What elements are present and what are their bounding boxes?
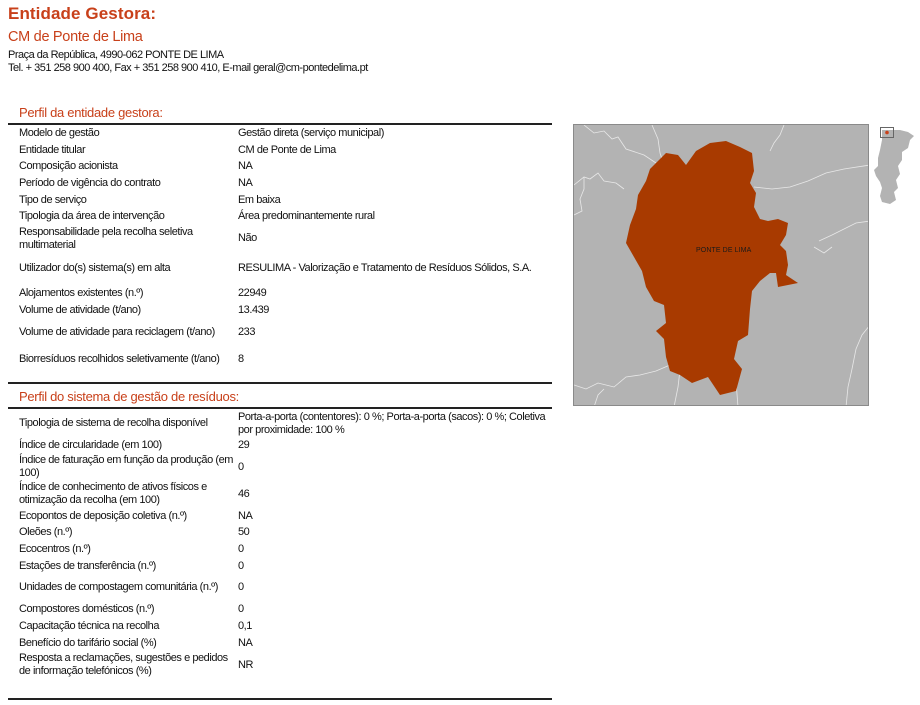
row-label: Entidade titular [19, 143, 86, 156]
row-value: 0 [238, 542, 244, 555]
row-value: 233 [238, 325, 256, 338]
row-value: 8 [238, 352, 244, 365]
row-label: Oleões (n.º) [19, 526, 73, 539]
table-row [19, 208, 552, 225]
table-row [19, 142, 552, 159]
perfil-sistema-table [19, 410, 552, 679]
table-row [19, 635, 552, 652]
row-label: Índice de faturação em função da produção (em 100) [19, 454, 233, 480]
map-label: PONTE DE LIMA [696, 247, 752, 254]
table-row [19, 481, 552, 508]
row-value: NA [238, 636, 253, 649]
row-label: Índice de conhecimento de ativos físicos e otimização da recolha (em 100) [19, 481, 207, 507]
row-label: Utilizador do(s) sistema(s) em alta [19, 262, 171, 275]
table-row [19, 437, 552, 454]
table-row [19, 454, 552, 481]
table-row [19, 302, 552, 319]
perfil-entidade-table [19, 125, 552, 373]
table-row [19, 601, 552, 618]
table-row [19, 652, 552, 679]
row-value: 46 [238, 487, 250, 500]
row-value: Porta-a-porta (contentores): 0 %; Porta-a-porta (sacos): 0 %; Coletiva por proximidade: 100 % [238, 410, 546, 436]
row-label: Tipo de serviço [19, 193, 87, 206]
section-divider [8, 382, 552, 384]
table-row [19, 319, 552, 346]
contact-line: Tel. + 351 258 900 400, Fax + 351 258 900 410, E-mail geral@cm-pontedelima.pt [8, 62, 368, 74]
table-row [19, 175, 552, 192]
row-label: Capacitação técnica na recolha [19, 619, 159, 632]
row-value: Área predominantemente rural [238, 210, 375, 223]
row-value: NA [238, 160, 253, 173]
row-value: 0 [238, 581, 244, 594]
table-row [19, 410, 552, 437]
table-row [19, 558, 552, 575]
table-row [19, 508, 552, 525]
address-line: Praça da República, 4990-062 PONTE DE LIMA [8, 49, 224, 61]
row-value: Em baixa [238, 193, 281, 206]
table-row [19, 192, 552, 209]
entity-name: CM de Ponte de Lima [8, 29, 143, 45]
page-title: Entidade Gestora: [8, 4, 157, 23]
table-row [19, 252, 552, 285]
row-label: Período de vigência do contrato [19, 176, 161, 189]
section-divider [8, 698, 552, 700]
row-value: CM de Ponte de Lima [238, 143, 336, 156]
portugal-locator-icon [872, 126, 920, 212]
row-value: 13.439 [238, 303, 269, 316]
row-label: Responsabilidade pela recolha seletiva multimaterial [19, 225, 193, 251]
row-label: Ecocentros (n.º) [19, 542, 91, 555]
row-label: Modelo de gestão [19, 126, 100, 139]
row-label: Alojamentos existentes (n.º) [19, 286, 144, 299]
table-row [19, 225, 552, 252]
row-label: Composição acionista [19, 160, 118, 173]
row-label: Biorresíduos recolhidos seletivamente (t/ano) [19, 352, 220, 365]
table-row [19, 541, 552, 558]
row-value: RESULIMA - Valorização e Tratamento de Resíduos Sólidos, S.A. [238, 262, 532, 275]
row-value: 29 [238, 438, 250, 451]
table-row [19, 158, 552, 175]
row-label: Tipologia da área de intervenção [19, 210, 165, 223]
table-row [19, 125, 552, 142]
municipality-map [573, 124, 869, 406]
section-divider [8, 407, 552, 409]
row-label: Benefício do tarifário social (%) [19, 636, 157, 649]
row-label: Volume de atividade (t/ano) [19, 303, 141, 316]
row-value: 0 [238, 559, 244, 572]
row-value: Gestão direta (serviço municipal) [238, 126, 384, 139]
map-borders-icon [574, 125, 869, 406]
row-label: Estações de transferência (n.º) [19, 559, 156, 572]
row-label: Compostores domésticos (n.º) [19, 603, 155, 616]
table-row [19, 346, 552, 373]
row-label: Unidades de compostagem comunitária (n.º) [19, 581, 218, 594]
row-value: 22949 [238, 286, 267, 299]
row-label: Índice de circularidade (em 100) [19, 438, 162, 451]
row-value: 0,1 [238, 619, 252, 632]
row-label: Tipologia de sistema de recolha disponível [19, 417, 208, 429]
row-label: Ecopontos de deposição coletiva (n.º) [19, 509, 187, 522]
row-value: NA [238, 176, 253, 189]
section-title-perfil-sistema: Perfil do sistema de gestão de resíduos: [19, 389, 239, 404]
table-row [19, 574, 552, 601]
row-label: Volume de atividade para reciclagem (t/ano) [19, 325, 215, 338]
row-value: NA [238, 509, 253, 522]
row-value: 0 [238, 603, 244, 616]
row-value: 0 [238, 460, 244, 473]
entity-address [8, 49, 368, 75]
row-label: Resposta a reclamações, sugestões e pedidos de informação telefónicos (%) [19, 652, 228, 677]
row-value: 50 [238, 526, 250, 539]
row-value: Não [238, 232, 257, 245]
section-title-perfil-entidade: Perfil da entidade gestora: [19, 105, 163, 120]
table-row [19, 285, 552, 302]
row-value: NR [238, 658, 253, 671]
table-row [19, 618, 552, 635]
table-row [19, 524, 552, 541]
